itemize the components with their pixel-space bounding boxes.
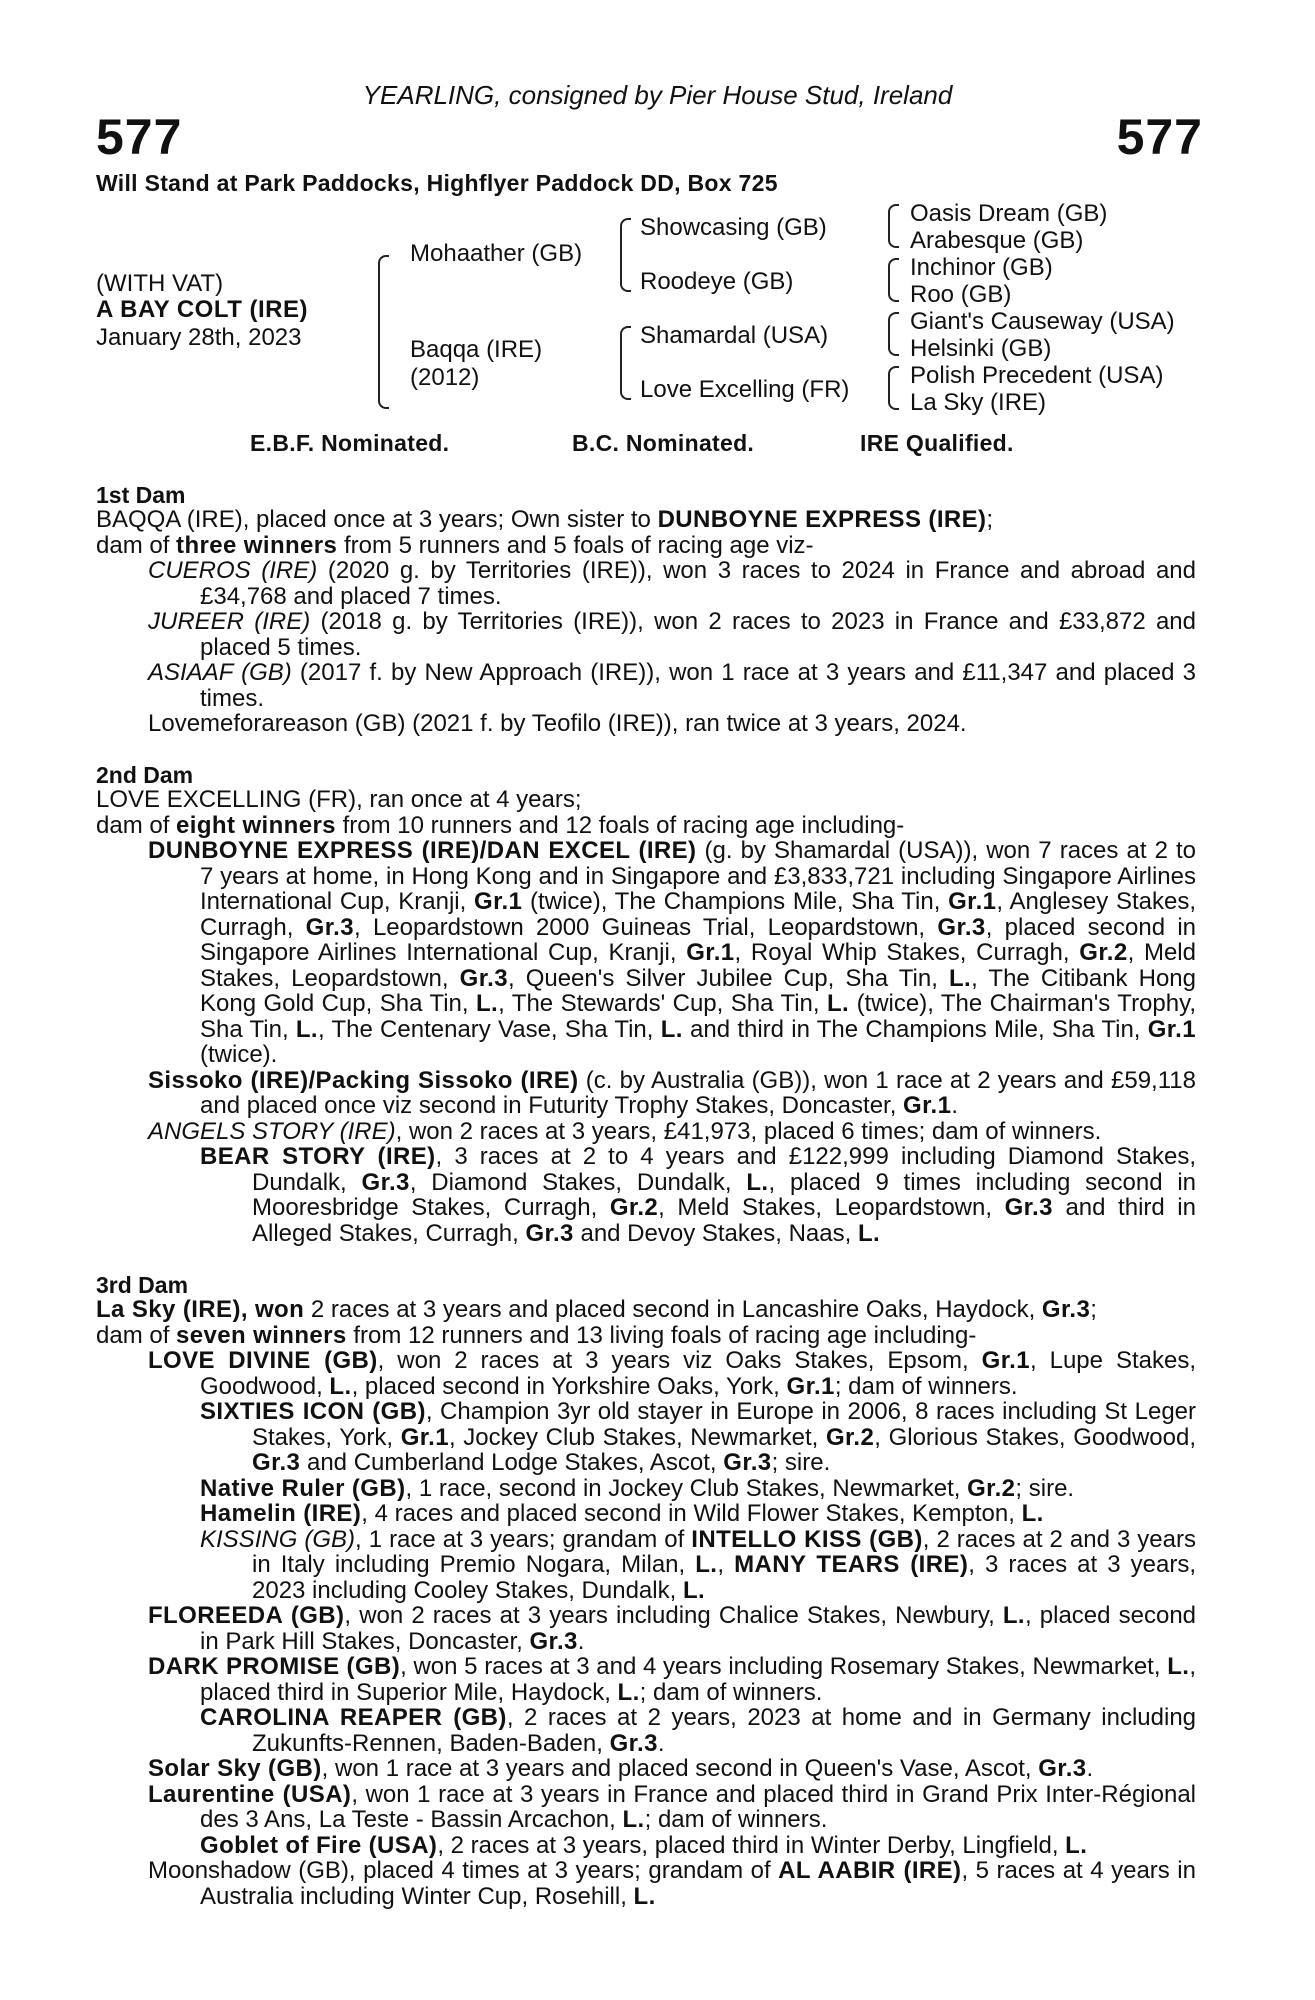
foaling-date: January 28th, 2023 (96, 324, 302, 351)
third-dam-section (96, 1297, 1196, 1909)
dam-sire-sire: Giant's Causeway (USA) (910, 308, 1175, 335)
produce-angels-story: ANGELS STORY (IRE), won 2 races at 3 years, £41,973, placed 6 times; dam of winners. (148, 1117, 1102, 1145)
bc-nominated: B.C. Nominated. (572, 430, 755, 456)
pedigree-brace-main (378, 255, 389, 409)
dam-sire: Shamardal (USA) (640, 322, 829, 349)
produce-cueros: CUEROS (IRE) (2020 g. by Territories (IRE)), won 3 races to 2024 in France and abroad and £34,768 and placed 7 times. (148, 557, 1197, 610)
first-dam-heading: 1st Dam (96, 482, 186, 508)
first-dam-produce-summary: dam of three winners from 5 runners and 5 foals of racing age viz- (96, 531, 814, 559)
sire-name: Mohaather (GB) (410, 240, 583, 267)
produce-dunboyne-express: DUNBOYNE EXPRESS (IRE)/DAN EXCEL (IRE) (g. by Shamardal (USA)), won 7 races at 2 to 7 years at home, in Hong Kong and in Singapore and £3,833,721 including Singapore Airlines International Cup, Kranji, Gr.1 (twice), The Champions Mile, Sha Tin, Gr.1, Anglesey Stakes, Curragh, Gr.3, Leopardstown 2000 Guineas Trial, Leopardstown, Gr.3, placed second in Singapore Airlines International Cup, Kranji, Gr.1, Royal Whip Stakes, Curragh, Gr.2, Meld Stakes, Leopardstown, Gr.3, Queen's Silver Jubilee Cup, Sha Tin, L., The Citibank Hong Kong Gold Cup, Sha Tin, L., The Stewards' Cup, Sha Tin, L. (twice), The Chairman's Trophy, Sha Tin, L., The Centenary Vase, Sha Tin, L. and third in The Champions Mile, Sha Tin, Gr.1 (twice). (148, 837, 1197, 1068)
lot-title: A BAY COLT (IRE) (96, 296, 309, 323)
third-dam-intro: La Sky (IRE), won 2 races at 3 years and placed second in Lancashire Oaks, Haydock, Gr.3; (96, 1296, 1097, 1323)
lot-number-left: 577 (96, 109, 183, 165)
sire-sire: Showcasing (GB) (640, 214, 827, 241)
produce-moonshadow: Moonshadow (GB), placed 4 times at 3 years; grandam of AL AABIR (IRE), 5 races at 4 years in Australia including Winter Cup, Rosehill, L. (148, 1857, 1196, 1910)
dam-dam-sire: Polish Precedent (USA) (910, 362, 1164, 389)
ebf-nominated: E.B.F. Nominated. (250, 430, 450, 456)
sire-dam-sire: Inchinor (GB) (910, 254, 1053, 281)
produce-solar-sky: Solar Sky (GB), won 1 race at 3 years and placed second in Queen's Vase, Ascot, Gr.3. (148, 1755, 1094, 1782)
pedigree-brace-g3-3 (888, 312, 899, 356)
stand-location: Will Stand at Park Paddocks, Highflyer Paddock DD, Box 725 (96, 170, 778, 196)
consignment-line: YEARLING, consigned by Pier House Stud, Ireland (362, 80, 953, 110)
pedigree-brace-g3-4 (888, 366, 899, 410)
pedigree-brace-sire (620, 218, 631, 292)
pedigree-brace-dam (620, 326, 631, 400)
produce-laurentine: Laurentine (USA), won 1 race at 3 years in France and placed third in Grand Prix Inter-Régional des 3 Ans, La Teste - Bassin Arcachon, L.; dam of winners. (148, 1780, 1197, 1833)
second-dam-produce-summary: dam of eight winners from 10 runners and 12 foals of racing age including- (96, 811, 905, 839)
third-dam-heading: 3rd Dam (96, 1272, 189, 1298)
pedigree-brace-g3-1 (888, 204, 899, 248)
produce-hamelin: Hamelin (IRE), 4 races and placed second in Wild Flower Stakes, Kempton, L. (200, 1500, 1044, 1527)
vat-note: (WITH VAT) (96, 270, 224, 297)
produce-floreeda: FLOREEDA (GB), won 2 races at 3 years including Chalice Stakes, Newbury, L., placed second in Park Hill Stakes, Doncaster, Gr.3. (148, 1602, 1197, 1655)
dam-dam-dam: La Sky (IRE) (910, 389, 1047, 416)
dam-sire-dam: Helsinki (GB) (910, 335, 1052, 362)
sire-dam: Roodeye (GB) (640, 268, 794, 295)
produce-sissoko: Sissoko (IRE)/Packing Sissoko (IRE) (c. by Australia (GB)), won 1 race at 2 years and £59,118 and placed once viz second in Futurity Trophy Stakes, Doncaster, Gr.1. (148, 1066, 1196, 1119)
second-dam-section (96, 787, 1196, 1246)
second-dam-heading: 2nd Dam (96, 762, 194, 788)
produce-kissing: KISSING (GB), 1 race at 3 years; grandam of INTELLO KISS (GB), 2 races at 2 and 3 years in Italy including Premio Nogara, Milan, L., MANY TEARS (IRE), 3 races at 3 years, 2023 including Cooley Stakes, Dundalk, L. (200, 1525, 1196, 1604)
lot-number-right: 577 (1116, 109, 1203, 165)
produce-asiaaf: ASIAAF (GB) (2017 f. by New Approach (IRE)), won 1 race at 3 years and £11,347 and placed 3 times. (148, 659, 1196, 712)
pedigree-brace-g3-2 (888, 258, 899, 302)
dam-year: (2012) (410, 364, 480, 391)
first-dam-section (96, 507, 1196, 737)
produce-dark-promise: DARK PROMISE (GB), won 5 races at 3 and 4 years including Rosemary Stakes, Newmarket, L., placed third in Superior Mile, Haydock, L.; dam of winners. (148, 1653, 1196, 1706)
produce-jureer: JUREER (IRE) (2018 g. by Territories (IRE)), won 2 races to 2023 in France and £33,872 and placed 5 times. (148, 608, 1197, 661)
sire-sire-sire: Oasis Dream (GB) (910, 200, 1108, 227)
sire-dam-dam: Roo (GB) (910, 281, 1012, 308)
second-dam-intro: LOVE EXCELLING (FR), ran once at 4 years; (96, 786, 582, 813)
produce-native-ruler: Native Ruler (GB), 1 race, second in Jockey Club Stakes, Newmarket, Gr.2; sire. (200, 1474, 1075, 1502)
third-dam-produce-summary: dam of seven winners from 12 runners and 13 living foals of racing age including- (96, 1321, 977, 1349)
dam-name: Baqqa (IRE) (410, 336, 543, 363)
ire-qualified: IRE Qualified. (860, 430, 1014, 456)
first-dam-intro: BAQQA (IRE), placed once at 3 years; Own sister to DUNBOYNE EXPRESS (IRE); (96, 506, 994, 533)
produce-bear-story: BEAR STORY (IRE), 3 races at 2 to 4 years and £122,999 including Diamond Stakes, Dundalk, Gr.3, Diamond Stakes, Dundalk, L., placed 9 times including second in Mooresbridge Stakes, Curragh, Gr.2, Meld Stakes, Leopardstown, Gr.3 and third in Alleged Stakes, Curragh, Gr.3 and Devoy Stakes, Naas, L. (200, 1143, 1197, 1247)
produce-sixties-icon: SIXTIES ICON (GB), Champion 3yr old stayer in Europe in 2006, 8 races including St Leger Stakes, York, Gr.1, Jockey Club Stakes, Newmarket, Gr.2, Glorious Stakes, Goodwood, Gr.3 and Cumberland Lodge Stakes, Ascot, Gr.3; sire. (200, 1398, 1197, 1476)
produce-love-divine: LOVE DIVINE (GB), won 2 races at 3 years viz Oaks Stakes, Epsom, Gr.1, Lupe Stakes, Goodwood, L., placed second in Yorkshire Oaks, York, Gr.1; dam of winners. (148, 1347, 1196, 1400)
sire-sire-dam: Arabesque (GB) (910, 227, 1084, 254)
produce-lovemeforareason: Lovemeforareason (GB) (2021 f. by Teofilo (IRE)), ran twice at 3 years, 2024. (148, 710, 967, 737)
produce-carolina-reaper: CAROLINA REAPER (GB), 2 races at 2 years, 2023 at home and in Germany including Zukunfts-Rennen, Baden-Baden, Gr.3. (200, 1704, 1197, 1757)
produce-goblet-of-fire: Goblet of Fire (USA), 2 races at 3 years, placed third in Winter Derby, Lingfield, L. (200, 1831, 1088, 1859)
dam-dam: Love Excelling (FR) (640, 376, 850, 403)
